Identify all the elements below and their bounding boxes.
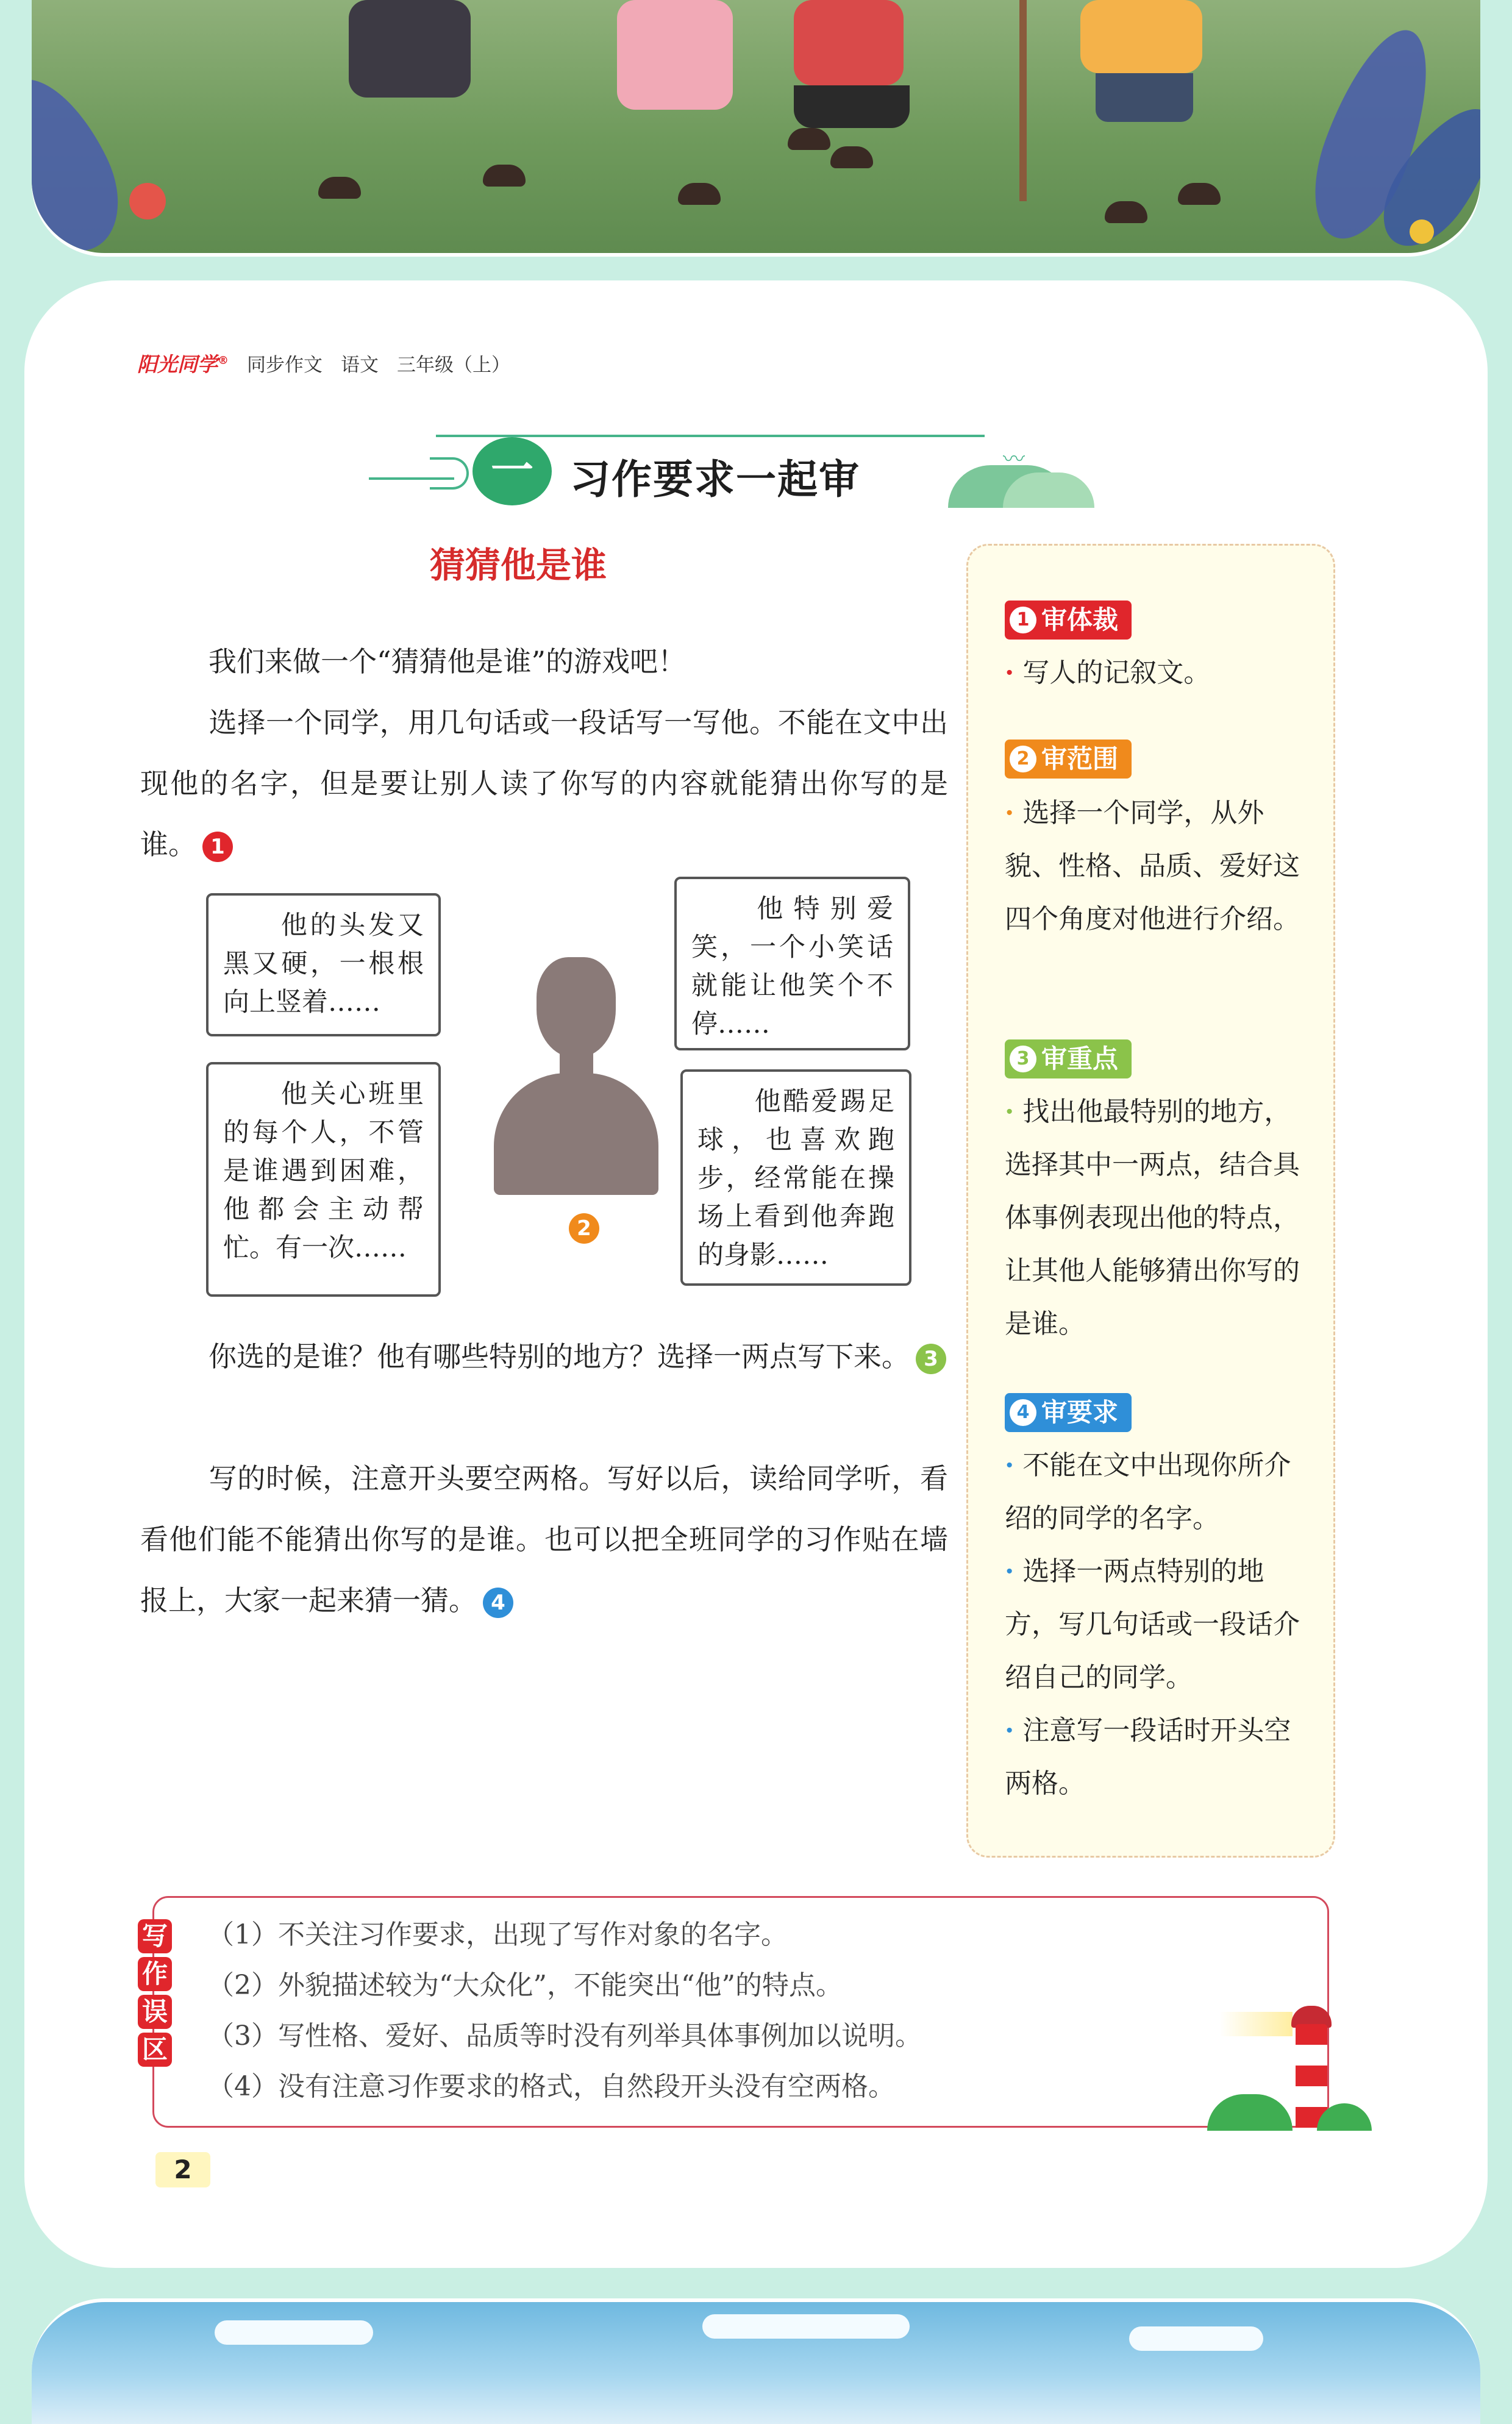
brand-logo: 阳光同学® bbox=[137, 352, 229, 376]
description-card: 他酷爱踢足球，也喜欢跑步，经常能在操场上看到他奔跑的身影…… bbox=[680, 1069, 911, 1286]
paragraph: 你选的是谁？他有哪些特别的地方？选择一两点写下来。 3 bbox=[140, 1326, 948, 1387]
flower-decoration bbox=[1410, 219, 1434, 244]
page-number: 2 bbox=[155, 2152, 210, 2187]
shoe bbox=[678, 183, 721, 205]
bird-icon: 〰 bbox=[1003, 447, 1025, 472]
review-tag-scope: 2 审范围 bbox=[1005, 740, 1132, 779]
list-item: （1）不关注习作要求，出现了写作对象的名字。 bbox=[207, 1919, 788, 1950]
shoe bbox=[788, 128, 830, 150]
leaf-decoration bbox=[32, 61, 139, 253]
child-figure bbox=[349, 0, 471, 98]
shoe bbox=[318, 177, 361, 199]
person-silhouette-icon bbox=[494, 957, 658, 1201]
paragraph: 选择一个同学，用几句话或一段话写一写他。不能在文中出现他的名字，但是要让别人读了你写的内容就能猜出你写的是谁。 1 bbox=[140, 706, 948, 861]
mistakes-list bbox=[207, 1909, 922, 2112]
description-card: 他关心班里的每个人，不管是谁遇到困难，他都会主动帮忙。有一次…… bbox=[206, 1062, 441, 1297]
top-illustration bbox=[32, 0, 1480, 253]
subject-label: 语文 bbox=[341, 354, 379, 376]
marker-2-icon: 2 bbox=[569, 1213, 599, 1244]
review-tag-genre: 1 审体裁 bbox=[1005, 601, 1132, 640]
review-text-requirements bbox=[1005, 1439, 1310, 1810]
book-page bbox=[24, 280, 1488, 2268]
review-text-focus: · 找出他最特别的地方，选择其中一两点，结合具体事例表现出他的特点，让其他人能够猜出你写的是谁。 bbox=[1005, 1096, 1300, 1339]
list-item: （4）没有注意习作要求的格式，自然段开头没有空两格。 bbox=[207, 2071, 895, 2102]
shoe bbox=[483, 165, 526, 187]
list-item: · 选择一两点特别的地方，写几句话或一段话介绍自己的同学。 bbox=[1005, 1556, 1300, 1693]
shoe bbox=[1178, 183, 1221, 205]
walking-stick bbox=[1019, 0, 1027, 201]
description-card: 他特别爱笑，一个小笑话就能让他笑个不停…… bbox=[674, 877, 910, 1050]
mistakes-label: 写 作 误 区 bbox=[138, 1919, 176, 2067]
child-figure bbox=[794, 0, 904, 85]
child-figure bbox=[1080, 0, 1202, 73]
list-item: （2）外貌描述较为“大众化”，不能突出“他”的特点。 bbox=[207, 1970, 843, 2001]
shoe bbox=[1105, 201, 1147, 223]
flower-decoration bbox=[129, 183, 166, 219]
review-sidebar bbox=[966, 544, 1335, 1858]
child-shorts bbox=[1096, 73, 1193, 122]
review-text-genre: · 写人的记叙文。 bbox=[1005, 657, 1211, 688]
banner-swirl bbox=[430, 457, 469, 490]
marker-3-icon: 3 bbox=[916, 1344, 946, 1374]
essay-title: 猜猜他是谁 bbox=[430, 544, 607, 586]
list-item: · 不能在文中出现你所介绍的同学的名字。 bbox=[1005, 1450, 1291, 1534]
review-text-scope: · 选择一个同学，从外貌、性格、品质、爱好这四个角度对他进行介绍。 bbox=[1005, 797, 1300, 935]
running-header bbox=[137, 349, 510, 377]
list-item: （3）写性格、爱好、品质等时没有列举具体事例加以说明。 bbox=[207, 2020, 922, 2051]
list-item: · 注意写一段话时开头空两格。 bbox=[1005, 1715, 1291, 1799]
marker-4-icon: 4 bbox=[483, 1588, 513, 1618]
series-label: 同步作文 bbox=[247, 354, 323, 376]
section-banner bbox=[369, 430, 1097, 509]
banner-line bbox=[436, 435, 985, 437]
bottom-illustration bbox=[32, 2298, 1480, 2424]
cloud-decoration bbox=[1129, 2326, 1263, 2351]
section-number: 一 bbox=[472, 437, 552, 505]
child-skirt bbox=[794, 85, 910, 128]
section-title: 习作要求一起审 bbox=[570, 456, 860, 503]
paragraph: 写的时候，注意开头要空两格。写好以后，读给同学听，看看他们能不能猜出你写的是谁。也可以把全班同学的习作贴在墙报上，大家一起来猜一猜。 4 bbox=[140, 1462, 948, 1617]
child-figure bbox=[617, 0, 733, 110]
grade-label: 三年级（上） bbox=[397, 354, 510, 376]
marker-1-icon: 1 bbox=[202, 832, 233, 862]
shoe bbox=[830, 146, 873, 168]
review-tag-focus: 3 审重点 bbox=[1005, 1039, 1132, 1078]
cloud-decoration bbox=[702, 2314, 910, 2339]
review-tag-requirements: 4 审要求 bbox=[1005, 1393, 1132, 1432]
cloud-decoration bbox=[215, 2320, 373, 2345]
paragraph: 我们来做一个“猜猜他是谁”的游戏吧！ bbox=[209, 645, 686, 678]
description-card: 他的头发又黑又硬，一根根向上竖着…… bbox=[206, 893, 441, 1036]
